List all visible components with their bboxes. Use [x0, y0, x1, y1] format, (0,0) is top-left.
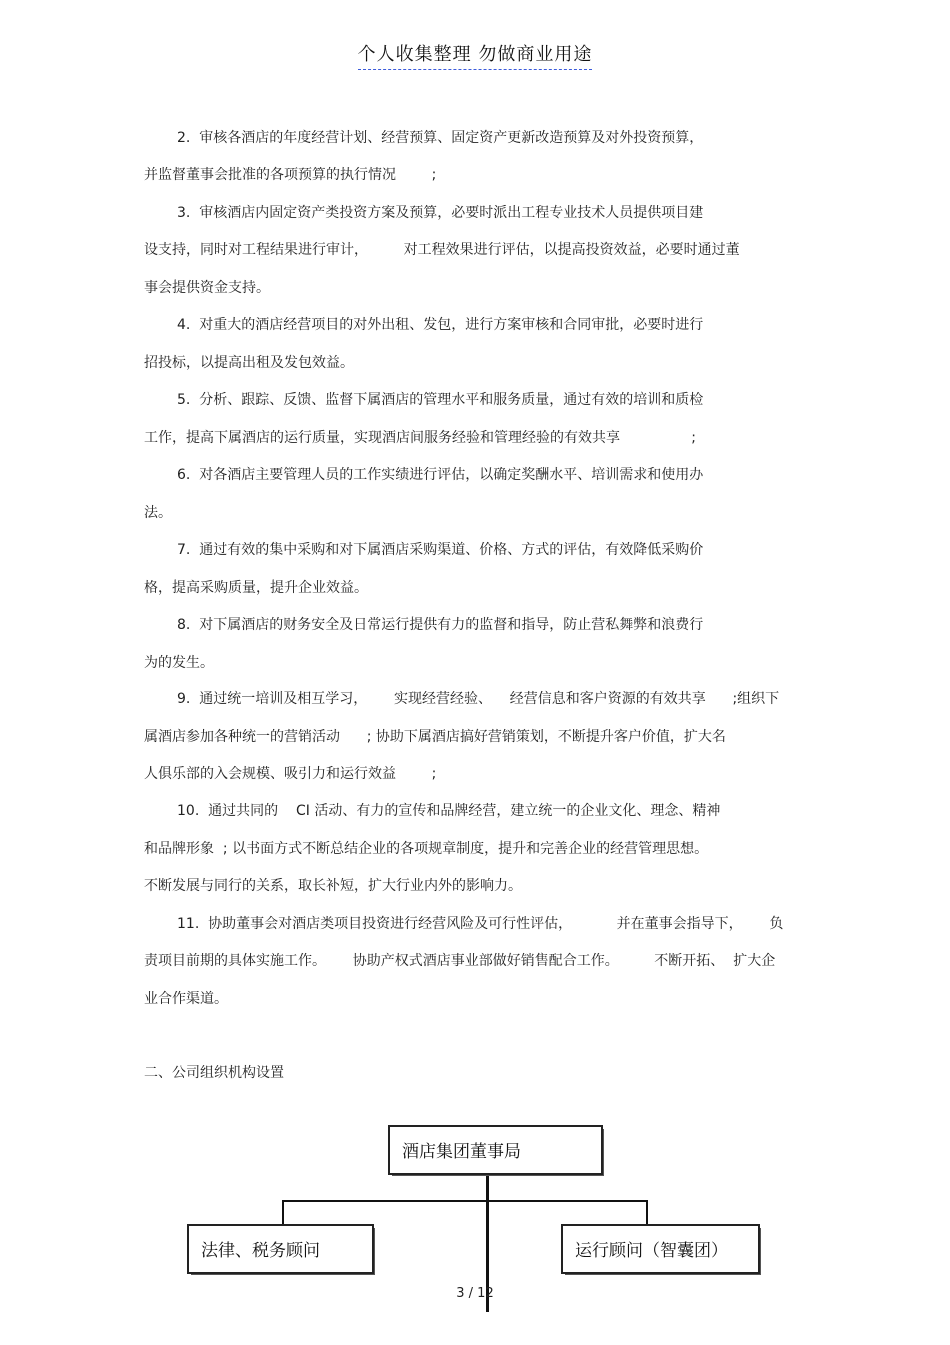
org-box-operations [561, 1224, 760, 1274]
body-line: 和品牌形象 ; 以书面方式不断总结企业的各项规章制度，提升和完善企业的经营管理思想。 [144, 841, 709, 857]
page-header [0, 40, 950, 70]
body-line: 5. 分析、跟踪、反馈、监督下属酒店的管理水平和服务质量，通过有效的培训和质检 [177, 392, 704, 408]
body-line: 2. 审核各酒店的年度经营计划、经营预算、固定资产更新改造预算及对外投资预算， [177, 130, 704, 146]
connector-right-drop [646, 1200, 648, 1225]
org-box-board-label: 酒店集团董事局 [402, 1142, 521, 1162]
body-line: 9. 通过统一培训及相互学习， 实现经营经验、 经营信息和客户资源的有效共享 ;组织下 [177, 691, 780, 707]
connector-horizontal [282, 1200, 648, 1202]
body-line: 并监督董事会批准的各项预算的执行情况 ; [144, 167, 437, 183]
body-line: 8. 对下属酒店的财务安全及日常运行提供有力的监督和指导，防止营私舞弊和浪费行 [177, 617, 704, 633]
body-line: 业合作渠道。 [144, 991, 228, 1007]
body-line: 为的发生。 [144, 655, 214, 671]
body-line: 格，提高采购质量，提升企业效益。 [144, 580, 368, 596]
org-box-legal-tax [187, 1224, 374, 1274]
org-box-operations-label: 运行顾问（智囊团） [575, 1241, 728, 1261]
body-line: 事会提供资金支持。 [144, 280, 270, 296]
body-line: 法。 [144, 505, 172, 521]
body-line: 人俱乐部的入会规模、吸引力和运行效益 ; [144, 766, 437, 782]
page-number: 3 / 12 [456, 1286, 494, 1301]
body-line: 属酒店参加各种统一的营销活动 ; 协助下属酒店搞好营销策划，不断提升客户价值，扩大名 [144, 729, 726, 745]
org-box-legal-tax-label: 法律、税务顾问 [201, 1241, 320, 1261]
section-title: 二、公司组织机构设置 [144, 1065, 284, 1081]
body-line: 设支持，同时对工程结果进行审计， 对工程效果进行评估，以提高投资效益，必要时通过董 [144, 242, 740, 258]
body-line: 7. 通过有效的集中采购和对下属酒店采购渠道、价格、方式的评估，有效降低采购价 [177, 542, 704, 558]
body-line: 6. 对各酒店主要管理人员的工作实绩进行评估，以确定奖酬水平、培训需求和使用办 [177, 467, 704, 483]
body-line: 工作，提高下属酒店的运行质量，实现酒店间服务经验和管理经验的有效共享 ; [144, 430, 696, 446]
body-line: 10. 通过共同的 CI 活动、有力的宣传和品牌经营，建立统一的企业文化、理念、精神 [177, 803, 721, 819]
body-line: 3. 审核酒店内固定资产类投资方案及预算，必要时派出工程专业技术人员提供项目建 [177, 205, 704, 221]
body-line: 不断发展与同行的关系，取长补短，扩大行业内外的影响力。 [144, 878, 522, 894]
body-line: 责项目前期的具体实施工作。 协助产权式酒店事业部做好销售配合工作。 不断开拓、 扩大企 [144, 953, 776, 969]
org-box-board [388, 1125, 603, 1175]
body-line: 4. 对重大的酒店经营项目的对外出租、发包，进行方案审核和合同审批，必要时进行 [177, 317, 704, 333]
body-line: 11. 协助董事会对酒店类项目投资进行经营风险及可行性评估， 并在董事会指导下， 负 [177, 916, 784, 932]
body-line: 招投标，以提高出租及发包效益。 [144, 355, 354, 371]
header-title: 个人收集整理 勿做商业用途 [358, 40, 593, 70]
connector-left-drop [282, 1200, 284, 1225]
